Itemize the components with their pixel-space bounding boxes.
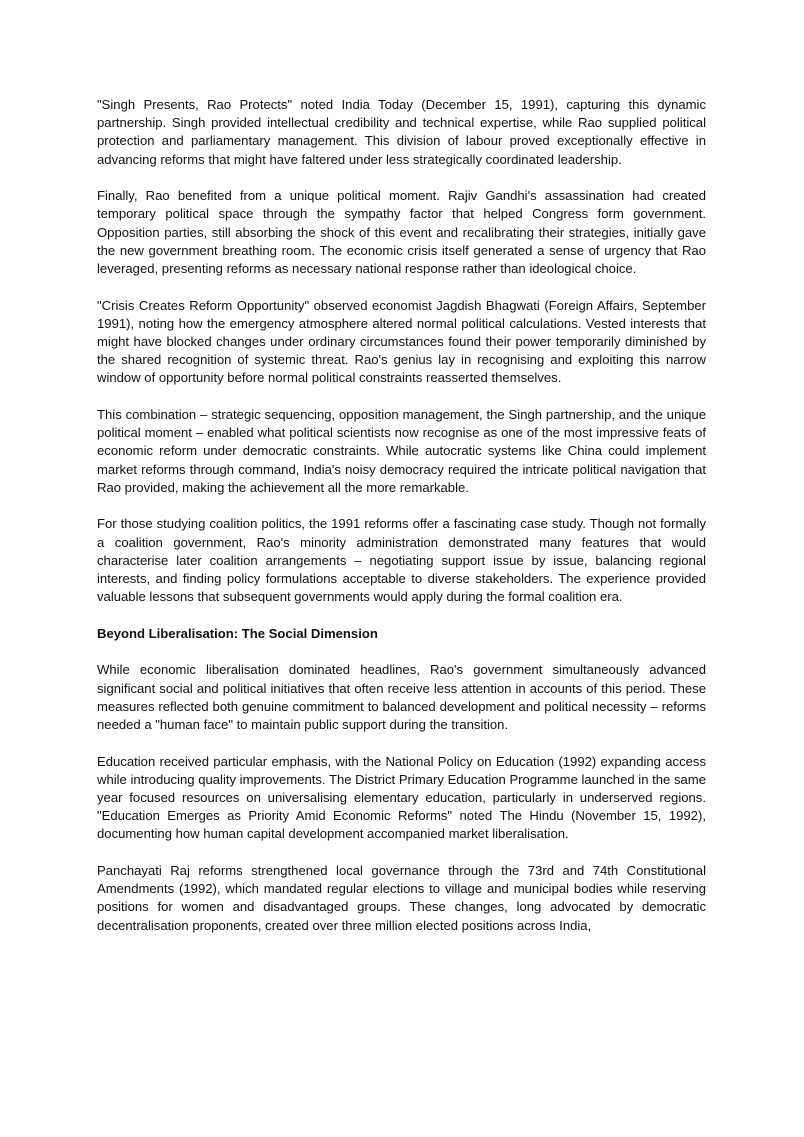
document-page — [97, 96, 706, 953]
paragraph-combination: This combination – strategic sequencing, opposition management, the Singh partnership, and the unique political moment – enabled what political scientists now recognise as one of the most impressive feats of economic reform under democratic constraints. While autocratic systems like China could implement market reforms through command, India's noisy democracy required the intricate political navigation that Rao provided, making the achievement all the more remarkable. — [97, 407, 706, 495]
paragraph-crisis-creates-reform: "Crisis Creates Reform Opportunity" observed economist Jagdish Bhagwati (Foreign Affairs, September 1991), noting how the emergency atmosphere altered normal political calculations. Vested interests that might have blocked changes under ordinary circumstances found their power temporarily diminished by the shared recognition of systemic threat. Rao's genius lay in recognising and exploiting this narrow window of opportunity before normal political constraints reasserted themselves. — [97, 297, 706, 386]
paragraph-social-initiatives: While economic liberalisation dominated headlines, Rao's government simultaneously advanced significant social and political initiatives that often receive less attention in accounts of this period. These measures reflected both genuine commitment to balanced development and political necessity – reforms needed a "human face" to maintain public support during the transition. — [97, 662, 706, 733]
section-heading: Beyond Liberalisation: The Social Dimension — [97, 625, 378, 641]
paragraph-education: Education received particular emphasis, with the National Policy on Education (1992) expanding access while introducing quality improvements. The District Primary Education Programme launched in the same year focused resources on universalising elementary education, particularly in underserved regions. "Education Emerges as Priority Amid Economic Reforms" noted The Hindu (November 15, 1992), documenting how human capital development accompanied market liberalisation. — [97, 753, 706, 842]
paragraph-singh-presents: "Singh Presents, Rao Protects" noted India Today (December 15, 1991), capturing this dynamic partnership. Singh provided intellectual credibility and technical expertise, while Rao supplied political protection and parliamentary management. This division of labour proved exceptionally effective in advancing reforms that might have faltered under less strategically coordinated leadership. — [97, 97, 706, 167]
paragraph-panchayati-raj: Panchayati Raj reforms strengthened local governance through the 73rd and 74th Constitutional Amendments (1992), which mandated regular elections to village and municipal bodies while reserving positions for women and disadvantaged groups. These changes, long advocated by democratic decentralisation proponents, created over three million elected positions across India, — [97, 863, 706, 933]
paragraph-coalition-politics: For those studying coalition politics, the 1991 reforms offer a fascinating case study. Though not formally a coalition government, Rao's minority administration demonstrated many features that would characterise later coalition arrangements – negotiating support issue by issue, balancing regional interests, and finding policy formulations acceptable to diverse stakeholders. The experience provided valuable lessons that subsequent governments would apply during the formal coalition era. — [97, 516, 706, 605]
paragraph-political-moment: Finally, Rao benefited from a unique political moment. Rajiv Gandhi's assassination had created temporary political space through the sympathy factor that helped Congress form government. Opposition parties, still absorbing the shock of this event and recalibrating their strategies, initially gave the new government breathing room. The economic crisis itself generated a sense of urgency that Rao leveraged, presenting reforms as necessary national response rather than ideological choice. — [97, 188, 706, 277]
